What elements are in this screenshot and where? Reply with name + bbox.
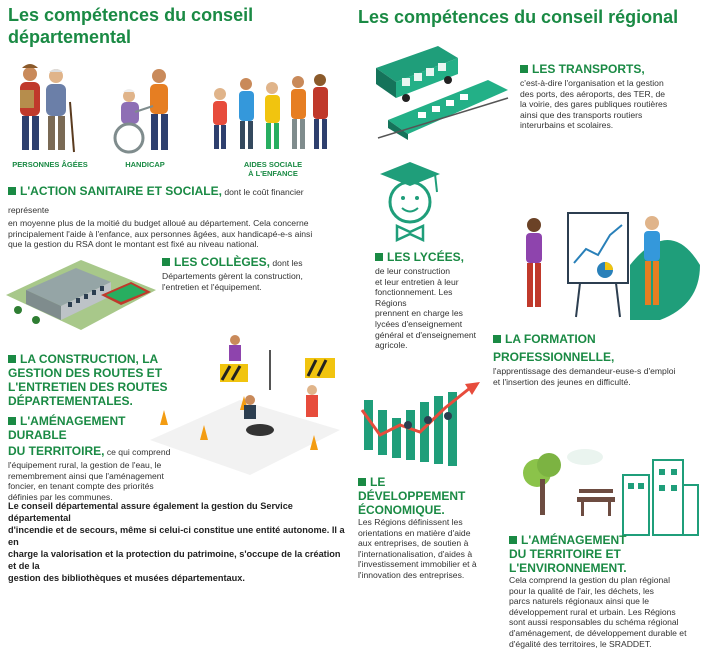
transport-section: LES TRANSPORTS, c'est-à-dire l'organisation et la gestion des ports, des aéroports, des TER, de la voirie, des gares publiques routières ainsi que des transports routiers interurbains et scolaires. bbox=[520, 62, 668, 131]
region-title: Les compétences du conseil régional bbox=[358, 7, 679, 27]
graduate-illustration bbox=[375, 160, 445, 245]
social-text: en moyenne plus de la moitié du budget alloué au département. Cela concerne principalement l'aide à l'enfance, aux personnes âgées, aux handicapé-e-s ainsi que la gestion du RSA dont le montant est fixé au niveau national. bbox=[8, 218, 313, 250]
social-section: L'ACTION SANITAIRE ET SOCIALE, dont le coût financier représente en moyenne plus de la moitié du budget alloué au département. Cela concerne principalement l'aide à l'enfance, aux personnes âgées, aux handicapé-e-s ainsi que la gestion du RSA dont le montant est fixé au niveau national. bbox=[8, 182, 338, 250]
colleges-heading: LES COLLÈGES, bbox=[174, 255, 271, 269]
bullet-square-icon bbox=[162, 258, 170, 266]
children-illustration bbox=[210, 70, 330, 156]
label-handicap: HANDICAP bbox=[125, 160, 165, 169]
roads-section: LA CONSTRUCTION, LA GESTION DES ROUTES ET L'ENTRETIEN DES ROUTES DÉPARTEMENTALES. bbox=[8, 352, 168, 408]
social-heading: L'ACTION SANITAIRE ET SOCIALE, bbox=[20, 184, 222, 198]
lycees-section: LES LYCÉES, de leur construction et leur entretien à leur fonctionnement. Les Régions prennent en charge les lycées d'enseignement général et d'enseignement agricole. bbox=[375, 250, 477, 351]
transport-heading: LES TRANSPORTS, bbox=[532, 62, 645, 76]
economy-illustration bbox=[360, 380, 485, 470]
bullet-square-icon bbox=[520, 65, 528, 73]
bullet-square-icon bbox=[8, 417, 16, 425]
formation-section: LA FORMATION PROFESSIONNELLE, l'apprentissage des demandeur-euse-s d'emploi et l'insertion des jeunes en difficulté. bbox=[493, 332, 676, 387]
roadworks-illustration bbox=[150, 330, 340, 475]
formation-heading: LA FORMATION PROFESSIONNELLE, bbox=[493, 332, 615, 364]
bullet-square-icon bbox=[493, 335, 501, 343]
amenagement-section: L'AMÉNAGEMENT DURABLE DU TERRITOIRE, ce qui comprend l'équipement rural, la gestion de l'eau, le remembrement ainsi que l'aménagement foncier, en tenant compte des priorités définies par les communes. bbox=[8, 414, 171, 502]
handicap-illustration bbox=[105, 66, 180, 156]
elderly-illustration bbox=[8, 62, 78, 157]
economy-heading: LE DÉVELOPPEMENT bbox=[358, 475, 466, 503]
bullet-square-icon bbox=[358, 478, 366, 486]
economy-section: LE DÉVELOPPEMENT ÉCONOMIQUE. Les Régions définissent les orientations en matière d'aide aux entreprises, de soutien à l'internationalisation, d'aides à l'investissement immobilier et à l'innovation des entreprises. bbox=[358, 475, 477, 580]
transport-illustration bbox=[368, 38, 513, 143]
lycees-heading: LES LYCÉES, bbox=[387, 250, 464, 264]
bullet-square-icon bbox=[8, 355, 16, 363]
environment-heading: L'AMÉNAGEMENT bbox=[521, 533, 627, 547]
environment-illustration bbox=[515, 445, 700, 540]
college-illustration bbox=[6, 240, 156, 335]
dept-note: Le conseil départemental assure également la gestion du Service départemental d'incendie et de secours, même si celui-ci constitue une entité autonome. Il a en charge la valorisation et la protection du patrimoine, s'occupe de la création et de la gestion des bibliothèques et musées départementaux. bbox=[8, 501, 345, 583]
label-elderly: PERSONNES ÂGÉES bbox=[12, 160, 88, 169]
dept-title: Les compétences du conseil départemental bbox=[8, 5, 254, 47]
environment-section: L'AMÉNAGEMENT DU TERRITOIRE ET L'ENVIRONNEMENT. Cela comprend la gestion du plan régional pour la qualité de l'air, les déchets, les parcs naturels régionaux ainsi que le développement rural et urbain. Les Régions sont aussi responsables du schéma régional d'aménagement, de développement durable et d'égalité des territoires, le SRADDET. bbox=[509, 533, 687, 649]
bullet-square-icon bbox=[375, 253, 383, 261]
colleges-section: LES COLLÈGES, dont les Départements gèrent la construction, l'entretien et l'équipement. bbox=[162, 255, 303, 292]
bullet-square-icon bbox=[509, 536, 517, 544]
training-illustration bbox=[510, 205, 700, 325]
label-aid-child: AIDES SOCIALE À L'ENFANCE bbox=[243, 160, 303, 178]
bullet-square-icon bbox=[8, 187, 16, 195]
